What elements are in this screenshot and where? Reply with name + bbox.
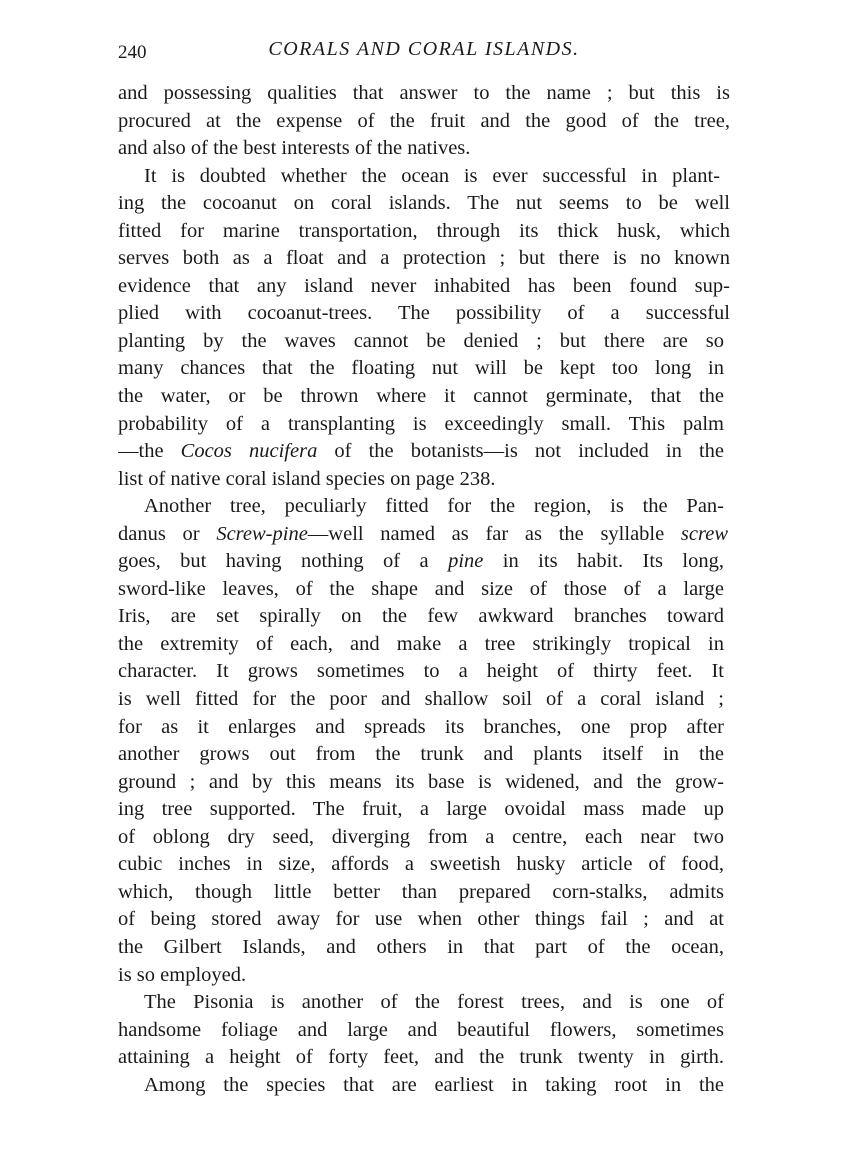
- text-line: procured at the expense of the fruit and the good of the tree,: [118, 109, 730, 132]
- text-line: handsome foliage and large and beautiful flowers, sometimes: [118, 1018, 724, 1041]
- italic-term: pine: [448, 550, 484, 573]
- text-line: ing the cocoanut on coral islands. The nut seems to be well: [118, 192, 730, 215]
- text-line: Among the species that are earliest in taking root in the: [144, 1073, 724, 1096]
- text-line: plied with cocoanut-trees. The possibility of a successful: [118, 302, 730, 325]
- text-line: for as it enlarges and spreads its branches, one prop after: [118, 715, 724, 738]
- italic-term: Screw-pine: [216, 522, 308, 545]
- text-line: probability of a transplanting is exceedingly small. This palm: [118, 412, 724, 435]
- text-line: the Gilbert Islands, and others in that part of the ocean,: [118, 935, 724, 958]
- text-line: which, though little better than prepared corn-stalks, admits: [118, 880, 724, 903]
- text-run: —well named as far as the syllable: [307, 522, 681, 545]
- text-line: Iris, are set spirally on the few awkward branches toward: [118, 605, 724, 628]
- page-header: [118, 38, 730, 66]
- italic-species-name: Cocos nucifera: [180, 440, 318, 463]
- text-line: is so employed.: [118, 963, 247, 986]
- text-run: of the botanists—is not included in the: [317, 440, 724, 463]
- text-line: and possessing qualities that answer to the name ; but this is: [118, 82, 730, 104]
- text-line: ing tree supported. The fruit, a large ovoidal mass made up: [118, 798, 724, 821]
- text-line: many chances that the floating nut will be kept too long in: [118, 357, 724, 380]
- text-line: of being stored away for use when other things fail ; and at: [118, 908, 724, 931]
- text-line: planting by the waves cannot be denied ; but there are so: [118, 329, 724, 352]
- text-run: goes, but having nothing of a: [118, 550, 449, 573]
- text-line: fitted for marine transportation, through its thick husk, which: [118, 219, 730, 242]
- text-line: sword-like leaves, of the shape and size of those of a large: [118, 577, 724, 600]
- text-line: [118, 548, 730, 576]
- text-run: —the: [118, 440, 181, 463]
- text-line: ground ; and by this means its base is widened, and the grow-: [118, 770, 724, 793]
- text-line: list of native coral island species on page 238.: [118, 467, 496, 490]
- text-line: evidence that any island never inhabited has been found sup-: [118, 274, 730, 297]
- text-line: and also of the best interests of the natives.: [118, 137, 471, 160]
- text-line: cubic inches in size, affords a sweetish husky article of food,: [118, 853, 724, 876]
- text-line: Another tree, peculiarly fitted for the region, is the Pan-: [144, 495, 724, 518]
- text-line: The Pisonia is another of the forest trees, and is one of: [144, 991, 724, 1014]
- body-text: [118, 80, 730, 1099]
- text-line: It is doubted whether the ocean is ever successful in plant-: [144, 164, 720, 187]
- italic-term: screw: [680, 522, 728, 545]
- text-line: character. It grows sometimes to a height of thirty feet. It: [118, 660, 724, 683]
- text-line: of oblong dry seed, diverging from a centre, each near two: [118, 825, 724, 848]
- text-run: danus or: [118, 522, 217, 545]
- text-line: another grows out from the trunk and plants itself in the: [118, 743, 724, 766]
- page-number: 240: [118, 42, 147, 63]
- running-head: CORALS AND CORAL ISLANDS.: [268, 38, 580, 60]
- text-line: [118, 438, 730, 466]
- text-line: the extremity of each, and make a tree strikingly tropical in: [118, 632, 724, 655]
- text-line: is well fitted for the poor and shallow soil of a coral island ;: [118, 688, 724, 711]
- text-line: attaining a height of forty feet, and the trunk twenty in girth.: [118, 1046, 724, 1069]
- text-line: serves both as a float and a protection ; but there is no known: [118, 247, 730, 270]
- text-line: the water, or be thrown where it cannot germinate, that the: [118, 385, 724, 408]
- text-run: in its habit. Its long,: [483, 550, 725, 573]
- text-line: [118, 521, 730, 549]
